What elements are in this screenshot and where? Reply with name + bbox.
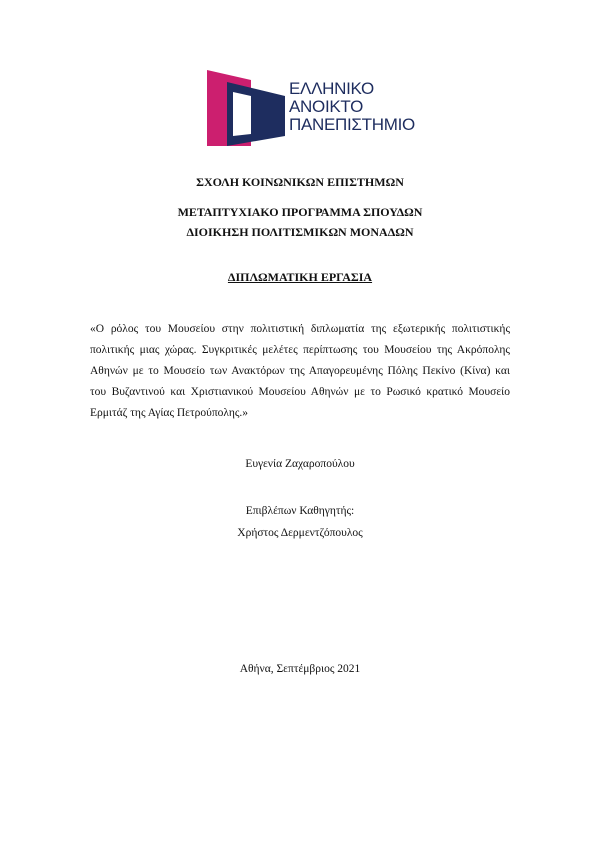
thesis-title-line: πολιτικής μιας χώρας. Συγκριτικές μελέτες περίπτωσης του Μουσείου της Ακρόπολης: [90, 344, 510, 356]
university-logo-mark: [207, 70, 285, 146]
thesis-title-line: Αθηνών με το Μουσείο των Ανακτόρων της Απαγορευμένης Πόλης Πεκίνο (Κίνα) και: [90, 365, 510, 377]
thesis-type-heading: ΔΙΠΛΩΜΑΤΙΚΗ ΕΡΓΑΣΙΑ: [227, 270, 373, 284]
thesis-title-line: Ερμιτάζ της Αγίας Πετρούπολης.»: [90, 407, 249, 419]
logo-text-line2: ΑΝΟΙΚΤΟ: [289, 97, 364, 116]
thesis-title-line: «Ο ρόλος του Μουσείου στην πολιτιστική διπλωματία της εξωτερικής πολιτιστικής: [90, 323, 510, 335]
thesis-title: [90, 319, 510, 424]
university-logo-text: [289, 80, 415, 134]
author-name: Ευγενία Ζαχαροπούλου: [245, 458, 355, 470]
supervisor-name: Χρήστος Δερμεντζόπουλος: [237, 527, 363, 539]
supervisor-label: Επιβλέπων Καθηγητής:: [245, 505, 355, 517]
logo-text-line1: ΕΛΛΗΝΙΚΟ: [289, 79, 374, 98]
program-name-line1: ΜΕΤΑΠΤΥΧΙΑΚΟ ΠΡΟΓΡΑΜΜΑ ΣΠΟΥΔΩΝ: [177, 205, 423, 219]
thesis-title-line: του Βυζαντινού και Χριστιανικού Μουσείου Αθηνών με το Ρωσικό κρατικό Μουσείο: [90, 386, 510, 398]
university-logo: [207, 70, 415, 146]
program-name-line2: ΔΙΟΙΚΗΣΗ ΠΟΛΙΤΙΣΜΙΚΩΝ ΜΟΝΑΔΩΝ: [186, 225, 414, 239]
logo-text-line3: ΠΑΝΕΠΙΣΤΗΜΙΟ: [289, 115, 415, 134]
school-name: ΣΧΟΛΗ ΚΟΙΝΩΝΙΚΩΝ ΕΠΙΣΤΗΜΩΝ: [196, 175, 404, 189]
place-date: Αθήνα, Σεπτέμβριος 2021: [239, 663, 361, 675]
